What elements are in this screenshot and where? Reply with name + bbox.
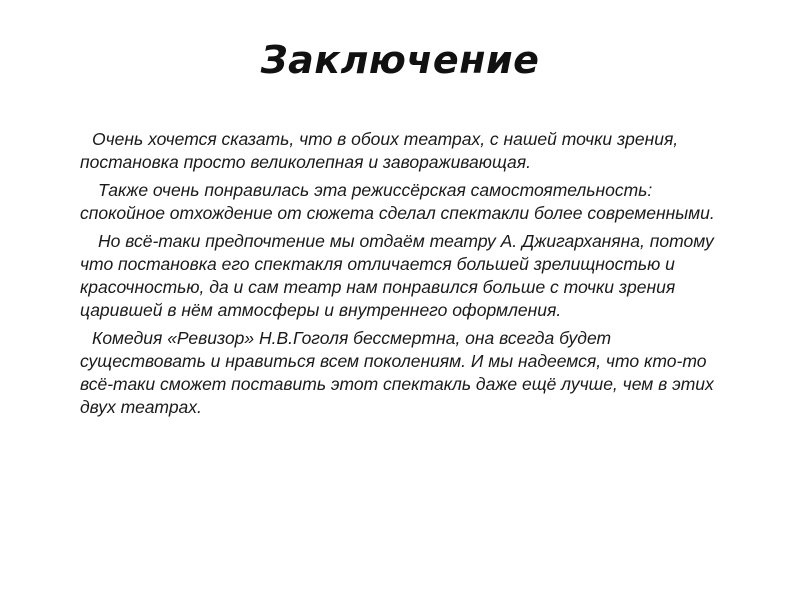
slide-title: Заключение [260, 38, 540, 82]
paragraph-2: Также очень понравилась эта режиссёрская самостоятельность: спокойное отхождение от сюжета сделал спектакли более современными. [80, 180, 715, 223]
slide-body [80, 128, 740, 424]
paragraph-1: Очень хочется сказать, что в обоих театрах, с нашей точки зрения, постановка просто великолепная и завораживающая. [80, 129, 679, 172]
paragraph-4: Комедия «Ревизор» Н.В.Гоголя бессмертна, она всегда будет существовать и нравиться всем поколениям. И мы надеемся, что кто-то всё-таки сможет поставить этот спектакль даже ещё лучше, чем в этих двух театрах. [80, 328, 714, 417]
paragraph-3: Но всё-таки предпочтение мы отдаём театру А. Джигарханяна, потому что постановка его спектакля отличается большей зрелищностью и красочностью, да и сам театр нам понравился больше с точки зрения царившей в нём атмосферы и внутреннего оформления. [80, 231, 714, 320]
